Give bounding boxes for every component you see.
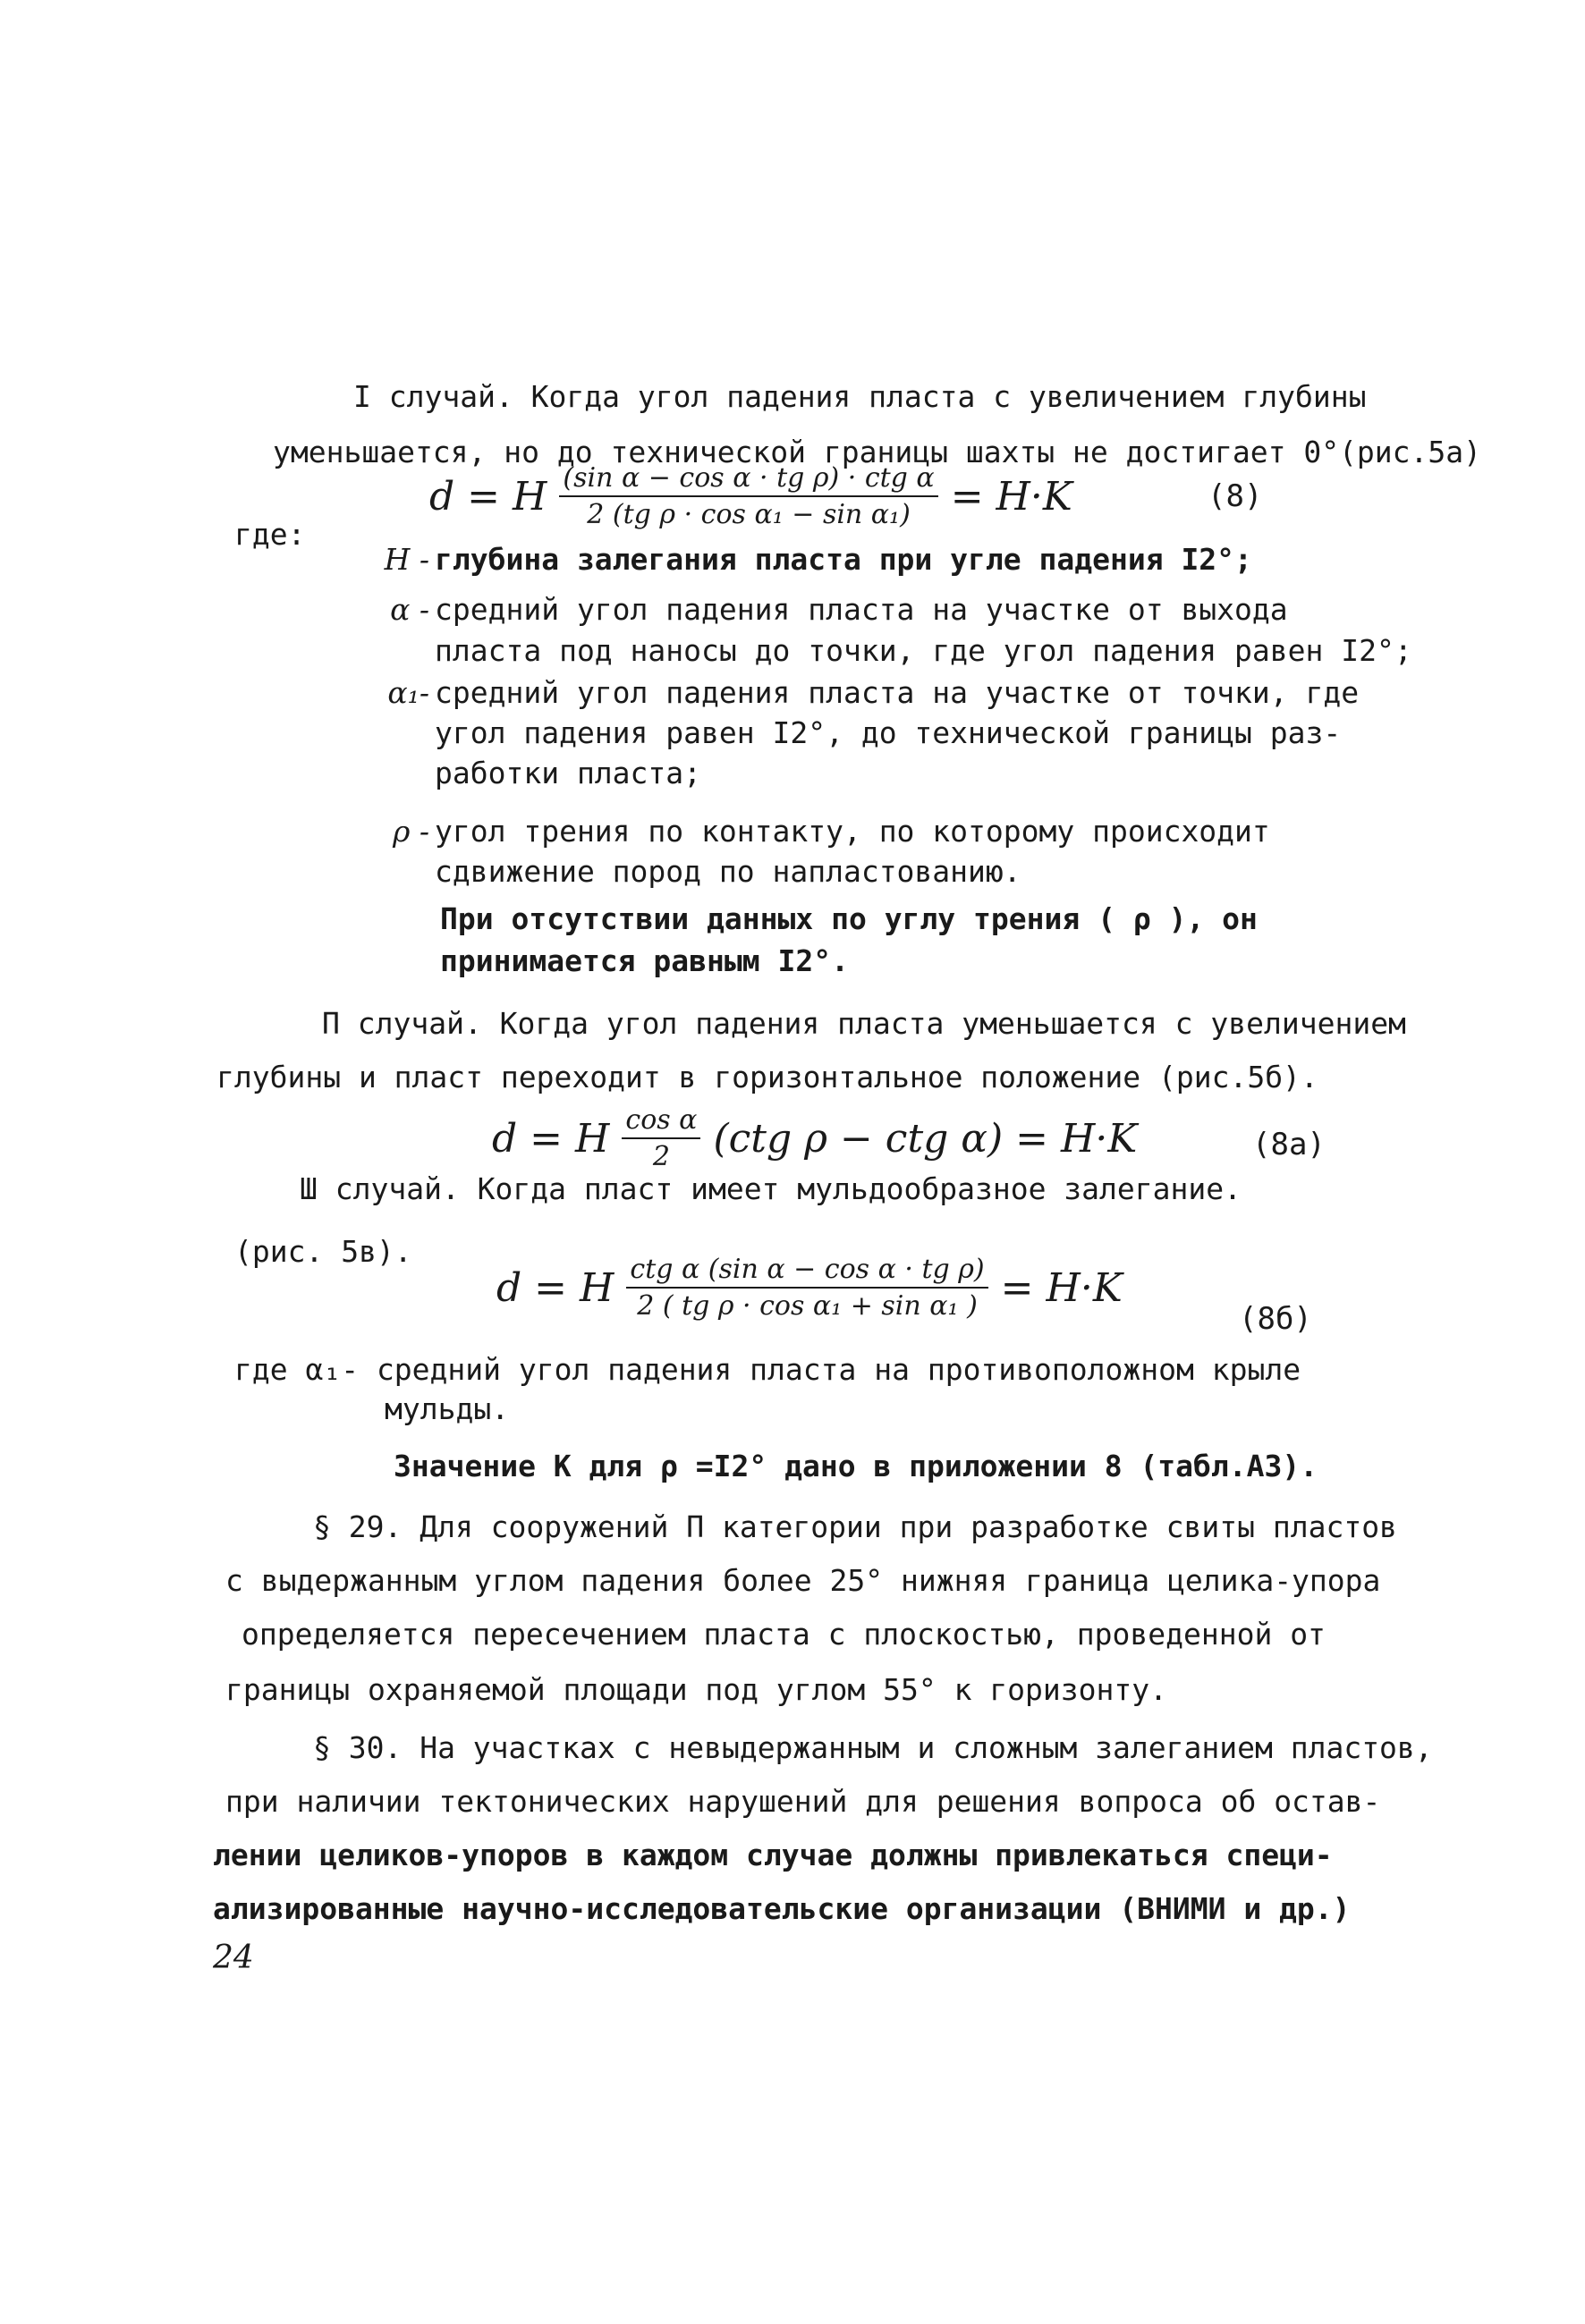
def-rho-symbol: ρ - xyxy=(392,814,429,849)
formula-8a-numerator: cos α xyxy=(622,1104,700,1139)
note-friction-2: принимается равным I2°. xyxy=(440,943,849,978)
formula-8a xyxy=(492,1098,1137,1179)
case3-line1: Ш случай. Когда пласт имеет мульдообразное залегание. xyxy=(300,1171,1242,1206)
formula-8a-denominator: 2 xyxy=(652,1141,670,1172)
formula-8b-rhs: = H·K xyxy=(1000,1264,1123,1311)
case2-line2: глубины и пласт переходит в горизонтальное положение (рис.5б). xyxy=(216,1060,1318,1094)
def-alpha1-symbol: α₁- xyxy=(387,675,429,710)
def-alpha-text: средний угол падения пласта на участке от выхода xyxy=(435,592,1288,627)
para29-line3: определяется пересечением пласта с плоскостью, проведенной от xyxy=(242,1617,1326,1652)
def-alpha1-text: средний угол падения пласта на участке от точки, где xyxy=(435,675,1360,710)
case1-line2: уменьшается, но до технической границы шахты не достигает 0°(рис.5а) xyxy=(273,435,1482,469)
def-alpha-cont-text: пласта под наносы до точки, где угол падения равен I2°; xyxy=(435,633,1412,668)
def-alpha1-cont2-text: работки пласта; xyxy=(435,756,702,790)
def-H-symbol: H - xyxy=(384,542,429,577)
formula-8-number: (8) xyxy=(1208,478,1263,514)
para30-line2: при наличии тектонических нарушений для решения вопроса об остав- xyxy=(225,1784,1381,1819)
para29-line4: границы охраняемой площади под углом 55° к горизонту. xyxy=(225,1672,1167,1707)
formula-8a-number: (8а) xyxy=(1252,1127,1326,1162)
para29-line1: § 29. Для сооружений П категории при разработке свиты пластов xyxy=(313,1509,1397,1544)
formula-8b-fraction xyxy=(626,1254,987,1322)
formula-8-rhs: = H·K xyxy=(950,473,1072,520)
def-rho-text: угол трения по контакту, по которому происходит xyxy=(435,814,1270,849)
case3-where-1: где α₁- средний угол падения пласта на противоположном крыле xyxy=(234,1352,1301,1387)
formula-8 xyxy=(429,462,1072,530)
page-number: 24 xyxy=(213,1939,254,1976)
formula-8-denominator: 2 (tg ρ · cos α₁ − sin α₁) xyxy=(587,499,911,530)
def-alpha-cont xyxy=(367,633,1412,669)
formula-8b-lhs: d = H xyxy=(496,1264,615,1311)
def-alpha1-cont1 xyxy=(367,715,1341,751)
formula-8b xyxy=(496,1247,1123,1328)
def-H xyxy=(367,542,1252,578)
def-rho xyxy=(367,814,1270,849)
case3-ref: (рис. 5в). xyxy=(234,1234,412,1269)
case3-where-2: мульды. xyxy=(385,1391,510,1426)
def-alpha-symbol: α - xyxy=(390,592,429,627)
def-rho-cont xyxy=(367,854,1021,890)
def-alpha1-cont2 xyxy=(367,756,701,791)
formula-8-numerator: (sin α − cos α · tg ρ) · ctg α xyxy=(559,462,937,497)
def-H-text: глубина залегания пласта при угле падения I2°; xyxy=(435,542,1252,577)
k-value-note: Значение K для ρ =I2° дано в приложении 8 (табл.А3). xyxy=(394,1449,1318,1483)
formula-8a-lhs: d = H xyxy=(492,1115,610,1162)
def-alpha1-cont1-text: угол падения равен I2°, до технической границы раз- xyxy=(435,715,1342,750)
formula-8b-denominator: 2 ( tg ρ · cos α₁ + sin α₁ ) xyxy=(637,1290,978,1322)
formula-8a-middle: (ctg ρ − ctg α) = H·K xyxy=(713,1115,1138,1162)
formula-8b-numerator: ctg α (sin α − cos α · tg ρ) xyxy=(626,1254,987,1289)
formula-8a-fraction xyxy=(622,1104,700,1172)
para30-line3: лении целиков-упоров в каждом случае должны привлекаться специ- xyxy=(213,1838,1333,1872)
def-alpha1 xyxy=(367,675,1359,711)
case2-line1: П случай. Когда угол падения пласта уменьшается с увеличением xyxy=(322,1006,1406,1041)
formula-8-fraction xyxy=(559,462,937,530)
formula-8-lhs: d = H xyxy=(429,473,547,520)
formula-8b-number: (8б) xyxy=(1239,1301,1312,1337)
para29-line2: с выдержанным углом падения более 25° нижняя граница целика-упора xyxy=(225,1563,1381,1598)
def-rho-cont-text: сдвижение пород по напластованию. xyxy=(435,854,1021,889)
para30-line1: § 30. На участках с невыдержанным и сложным залеганием пластов, xyxy=(313,1730,1433,1765)
def-alpha xyxy=(367,592,1288,628)
para30-line4: ализированные научно-исследовательские организации (ВНИМИ и др.) xyxy=(213,1891,1351,1926)
where-label: где: xyxy=(234,517,306,552)
note-friction-1: При отсутствии данных по углу трения ( ρ ), он xyxy=(440,901,1258,936)
case1-heading: I случай. Когда угол падения пласта с увеличением глубины xyxy=(353,379,1367,414)
